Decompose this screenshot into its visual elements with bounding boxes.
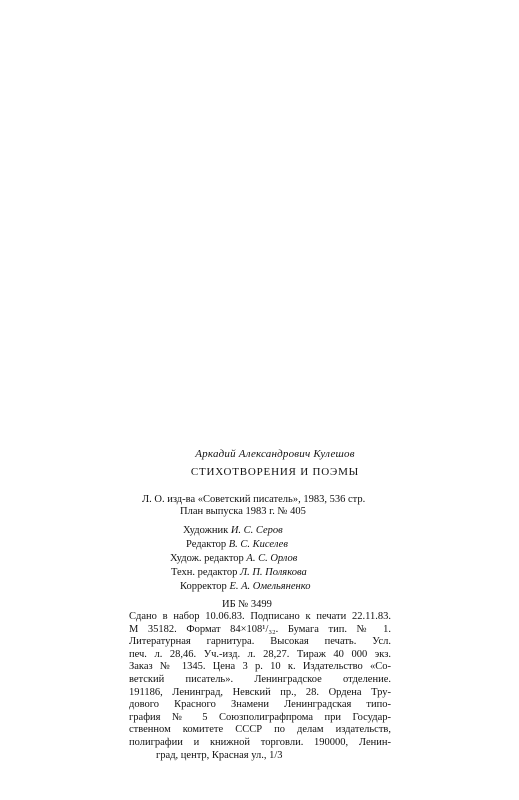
credit-role: Худож. редактор	[170, 553, 244, 564]
imprint-line: полиграфии и книжной торговли. 190000, Ленин-	[129, 736, 391, 748]
ib-number: ИБ № 3499	[222, 599, 272, 610]
imprint-line: М 35182. Формат 84×108¹/₃₂. Бумага тип. № 1.	[129, 623, 391, 635]
imprint-line: Литературная гарнитура. Высокая печать. Усл.	[129, 636, 391, 648]
book-title: СТИХОТВОРЕНИЯ И ПОЭМЫ	[190, 466, 360, 478]
imprint-block	[129, 611, 391, 762]
credit-editor	[186, 538, 288, 551]
imprint-line: ветский писатель». Ленинградское отделение.	[129, 673, 391, 685]
imprint-line: печ. л. 28,46. Уч.-изд. л. 28,27. Тираж 40 000 экз.	[129, 648, 391, 660]
author-name: Аркадий Александрович Кулешов	[195, 448, 355, 460]
credit-person: И. С. Серов	[230, 525, 283, 536]
credit-role: Техн. редактор	[171, 567, 238, 578]
imprint-line: Сдано в набор 10.06.83. Подписано к печати 22.11.83.	[129, 611, 391, 622]
publication-plan: План выпуска 1983 г. № 405	[180, 506, 306, 517]
imprint-line: ственном комитете СССР по делам издательств,	[129, 724, 391, 736]
credit-person: А. С. Орлов	[246, 553, 298, 564]
credit-role: Корректор	[180, 581, 227, 592]
credit-person: Е. А. Омельяненко	[229, 581, 311, 592]
credit-person: Л. П. Полякова	[239, 567, 307, 578]
imprint-line: дового Красного Знамени Ленинградская типо-	[129, 699, 391, 711]
credit-role: Художник	[183, 525, 229, 536]
credit-technical-editor	[171, 566, 307, 579]
imprint-line: графия № 5 Союзполиграфпрома при Государ-	[129, 711, 391, 723]
credit-proofreader	[180, 580, 311, 593]
credit-artist	[183, 524, 283, 537]
credit-art-editor	[170, 552, 297, 565]
publisher-info: Л. О. изд-ва «Советский писатель», 1983, 536 стр.	[142, 494, 366, 505]
imprint-line: Заказ № 1345. Цена 3 р. 10 к. Издательство «Со-	[129, 661, 391, 673]
imprint-line: град, центр, Красная ул., 1/3	[156, 749, 283, 761]
credit-person: В. С. Киселев	[228, 539, 288, 550]
imprint-line: 191186, Ленинград, Невский пр., 28. Ордена Тру-	[129, 686, 391, 698]
credit-role: Редактор	[186, 539, 227, 550]
